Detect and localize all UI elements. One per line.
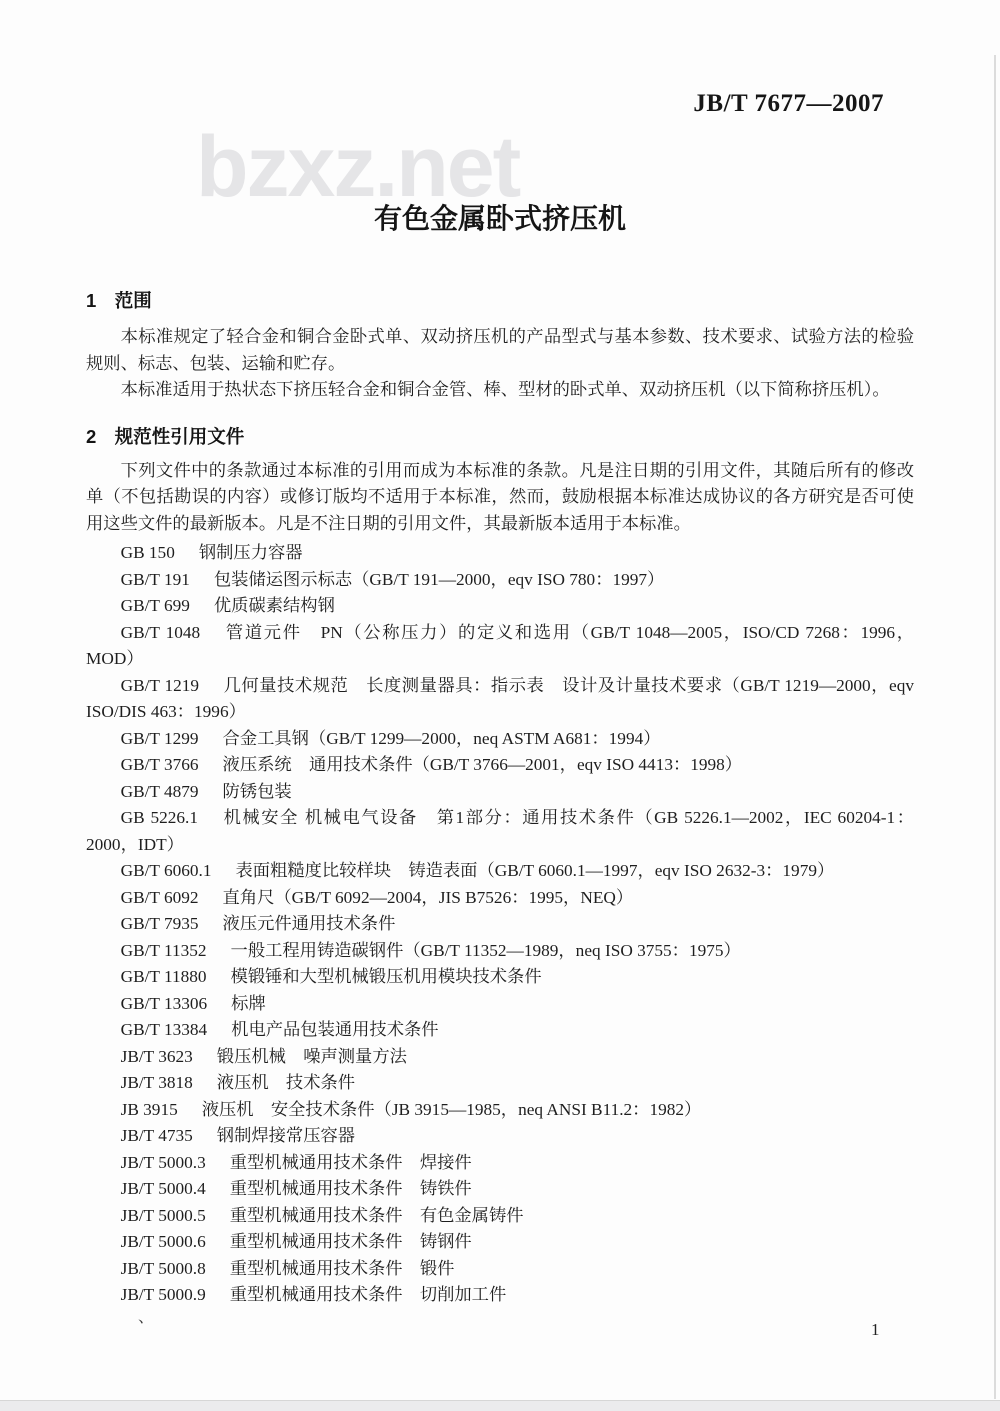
reference-title: 一般工程用铸造碳钢件（GB/T 11352—1989，neq ISO 3755：1975） (230, 940, 741, 960)
section-2-intro: 下列文件中的条款通过本标准的引用而成为本标准的条款。凡是注日期的引用文件，其随后所有的修改单（不包括勘误的内容）或修订版均不适用于本标准，然而，鼓励根据本标准达成协议的各方研究是否可使用这些文件的最新版本。凡是不注日期的引用文件，其最新版本适用于本标准。 (86, 460, 914, 533)
reference-item (86, 1150, 914, 1177)
reference-code: GB/T 4879 (120, 781, 199, 801)
reference-title: 包装储运图示标志（GB/T 191—2000，eqv ISO 780：1997） (213, 569, 665, 589)
reference-item (86, 593, 914, 620)
reference-code: GB 5226.1 (120, 808, 199, 827)
reference-code: GB/T 1299 (120, 728, 199, 748)
reference-title: 直角尺（GB/T 6092—2004，JIS B7526：1995，NEQ） (222, 887, 634, 907)
page-bottom-edge (0, 1400, 1000, 1411)
reference-code: GB/T 13306 (120, 993, 208, 1013)
reference-title: 机电产品包装通用技术条件 (231, 1020, 439, 1039)
reference-code: JB/T 5000.8 (120, 1258, 206, 1278)
reference-code: GB/T 13384 (120, 1020, 208, 1039)
reference-item (86, 779, 914, 806)
document-body (86, 288, 914, 1309)
reference-item (86, 620, 914, 673)
reference-code: GB/T 11352 (120, 940, 207, 960)
reference-item (86, 1044, 914, 1071)
reference-title: 液压系统 通用技术条件（GB/T 3766—2001，eqv ISO 4413：1998） (222, 755, 743, 774)
reference-title: 标牌 (231, 993, 266, 1013)
doc-title: 有色金属卧式挤压机 (373, 203, 626, 234)
reference-title: 模锻锤和大型机械锻压机用模块技术条件 (230, 967, 542, 986)
reference-code: GB 150 (120, 543, 175, 562)
reference-code: GB/T 1219 (120, 675, 200, 695)
reference-item (86, 964, 914, 991)
reference-title: 管道元件 PN（公称压力）的定义和选用（GB/T 1048—2005，ISO/CD 7268：1996，MOD） (86, 622, 915, 668)
reference-item (86, 726, 914, 753)
reference-code: JB/T 5000.5 (120, 1205, 206, 1225)
reference-code: JB/T 3818 (120, 1073, 193, 1092)
reference-item (86, 567, 914, 594)
reference-code: JB/T 3623 (120, 1046, 193, 1066)
reference-code: JB/T 5000.3 (120, 1152, 206, 1172)
reference-item (86, 938, 914, 965)
reference-title: 重型机械通用技术条件 铸铁件 (229, 1179, 472, 1198)
reference-title: 几何量技术规范 长度测量器具：指示表 设计及计量技术要求（GB/T 1219—2000，eqv ISO/DIS 463：1996） (86, 675, 915, 721)
section-1-heading: 1 范围 (86, 290, 152, 311)
reference-item (86, 911, 914, 938)
reference-title: 液压机 技术条件 (216, 1073, 356, 1092)
reference-item (86, 1176, 914, 1203)
page-right-edge (994, 55, 996, 1399)
reference-item (86, 540, 914, 567)
reference-item (86, 805, 914, 858)
reference-code: GB/T 6060.1 (120, 861, 212, 880)
reference-title: 优质碳素结构钢 (213, 596, 335, 615)
watermark-text: bzxz.net (196, 119, 520, 215)
reference-item (86, 1203, 914, 1230)
reference-code: GB/T 1048 (120, 622, 201, 642)
section-1-paragraph-1: 本标准规定了轻合金和铜合金卧式单、双动挤压机的产品型式与基本参数、技术要求、试验方法的检验规则、标志、包装、运输和贮存。 (86, 327, 914, 373)
reference-title: 机械安全 机械电气设备 第1部分：通用技术条件（GB 5226.1—2002，IEC 60204-1：2000，IDT） (86, 808, 914, 854)
reference-code: JB/T 5000.6 (120, 1232, 206, 1251)
reference-code: GB/T 3766 (120, 755, 199, 774)
reference-item (86, 1282, 914, 1309)
reference-item (86, 1097, 914, 1124)
reference-list (86, 540, 914, 1309)
reference-code: GB/T 11880 (120, 967, 207, 986)
reference-item (86, 1123, 914, 1150)
reference-code: GB/T 7935 (120, 914, 199, 933)
reference-item (86, 673, 914, 726)
reference-title: 重型机械通用技术条件 焊接件 (229, 1152, 472, 1172)
reference-title: 锻压机械 噪声测量方法 (216, 1046, 407, 1066)
reference-title: 重型机械通用技术条件 锻件 (229, 1258, 455, 1278)
doc-number: JB/T 7677—2007 (693, 90, 884, 117)
reference-title: 重型机械通用技术条件 切削加工件 (229, 1285, 507, 1304)
reference-title: 液压元件通用技术条件 (222, 914, 396, 933)
reference-item (86, 1017, 914, 1044)
reference-item (86, 1229, 914, 1256)
reference-item (86, 991, 914, 1018)
section-2-heading: 2 规范性引用文件 (86, 425, 245, 447)
reference-code: JB 3915 (120, 1099, 178, 1119)
reference-title: 合金工具钢（GB/T 1299—2000，neq ASTM A681：1994） (222, 728, 661, 748)
reference-title: 钢制压力容器 (198, 543, 303, 562)
reference-item (86, 752, 914, 779)
reference-title: 防锈包装 (222, 781, 292, 801)
reference-item (86, 1256, 914, 1283)
reference-code: JB/T 4735 (120, 1126, 193, 1145)
reference-code: GB/T 699 (120, 596, 190, 615)
reference-code: GB/T 191 (120, 569, 190, 589)
reference-title: 液压机 安全技术条件（JB 3915—1985，neq ANSI B11.2：1982） (201, 1099, 702, 1119)
reference-code: GB/T 6092 (120, 887, 199, 907)
reference-title: 表面粗糙度比较样块 铸造表面（GB/T 6060.1—1997，eqv ISO 2632-3：1979） (235, 861, 835, 880)
reference-title: 重型机械通用技术条件 铸钢件 (229, 1232, 472, 1251)
reference-title: 钢制焊接常压容器 (216, 1126, 356, 1145)
reference-item (86, 885, 914, 912)
reference-code: JB/T 5000.9 (120, 1285, 206, 1304)
reference-item (86, 1070, 914, 1097)
section-1-paragraph-2: 本标准适用于热状态下挤压轻合金和铜合金管、棒、型材的卧式单、双动挤压机（以下简称挤压机）。 (120, 380, 890, 399)
scan-stray-mark: 、 (138, 1309, 155, 1326)
reference-item (86, 858, 914, 885)
reference-title: 重型机械通用技术条件 有色金属铸件 (229, 1205, 524, 1225)
page-number: 1 (871, 1320, 880, 1339)
reference-code: JB/T 5000.4 (120, 1179, 206, 1198)
